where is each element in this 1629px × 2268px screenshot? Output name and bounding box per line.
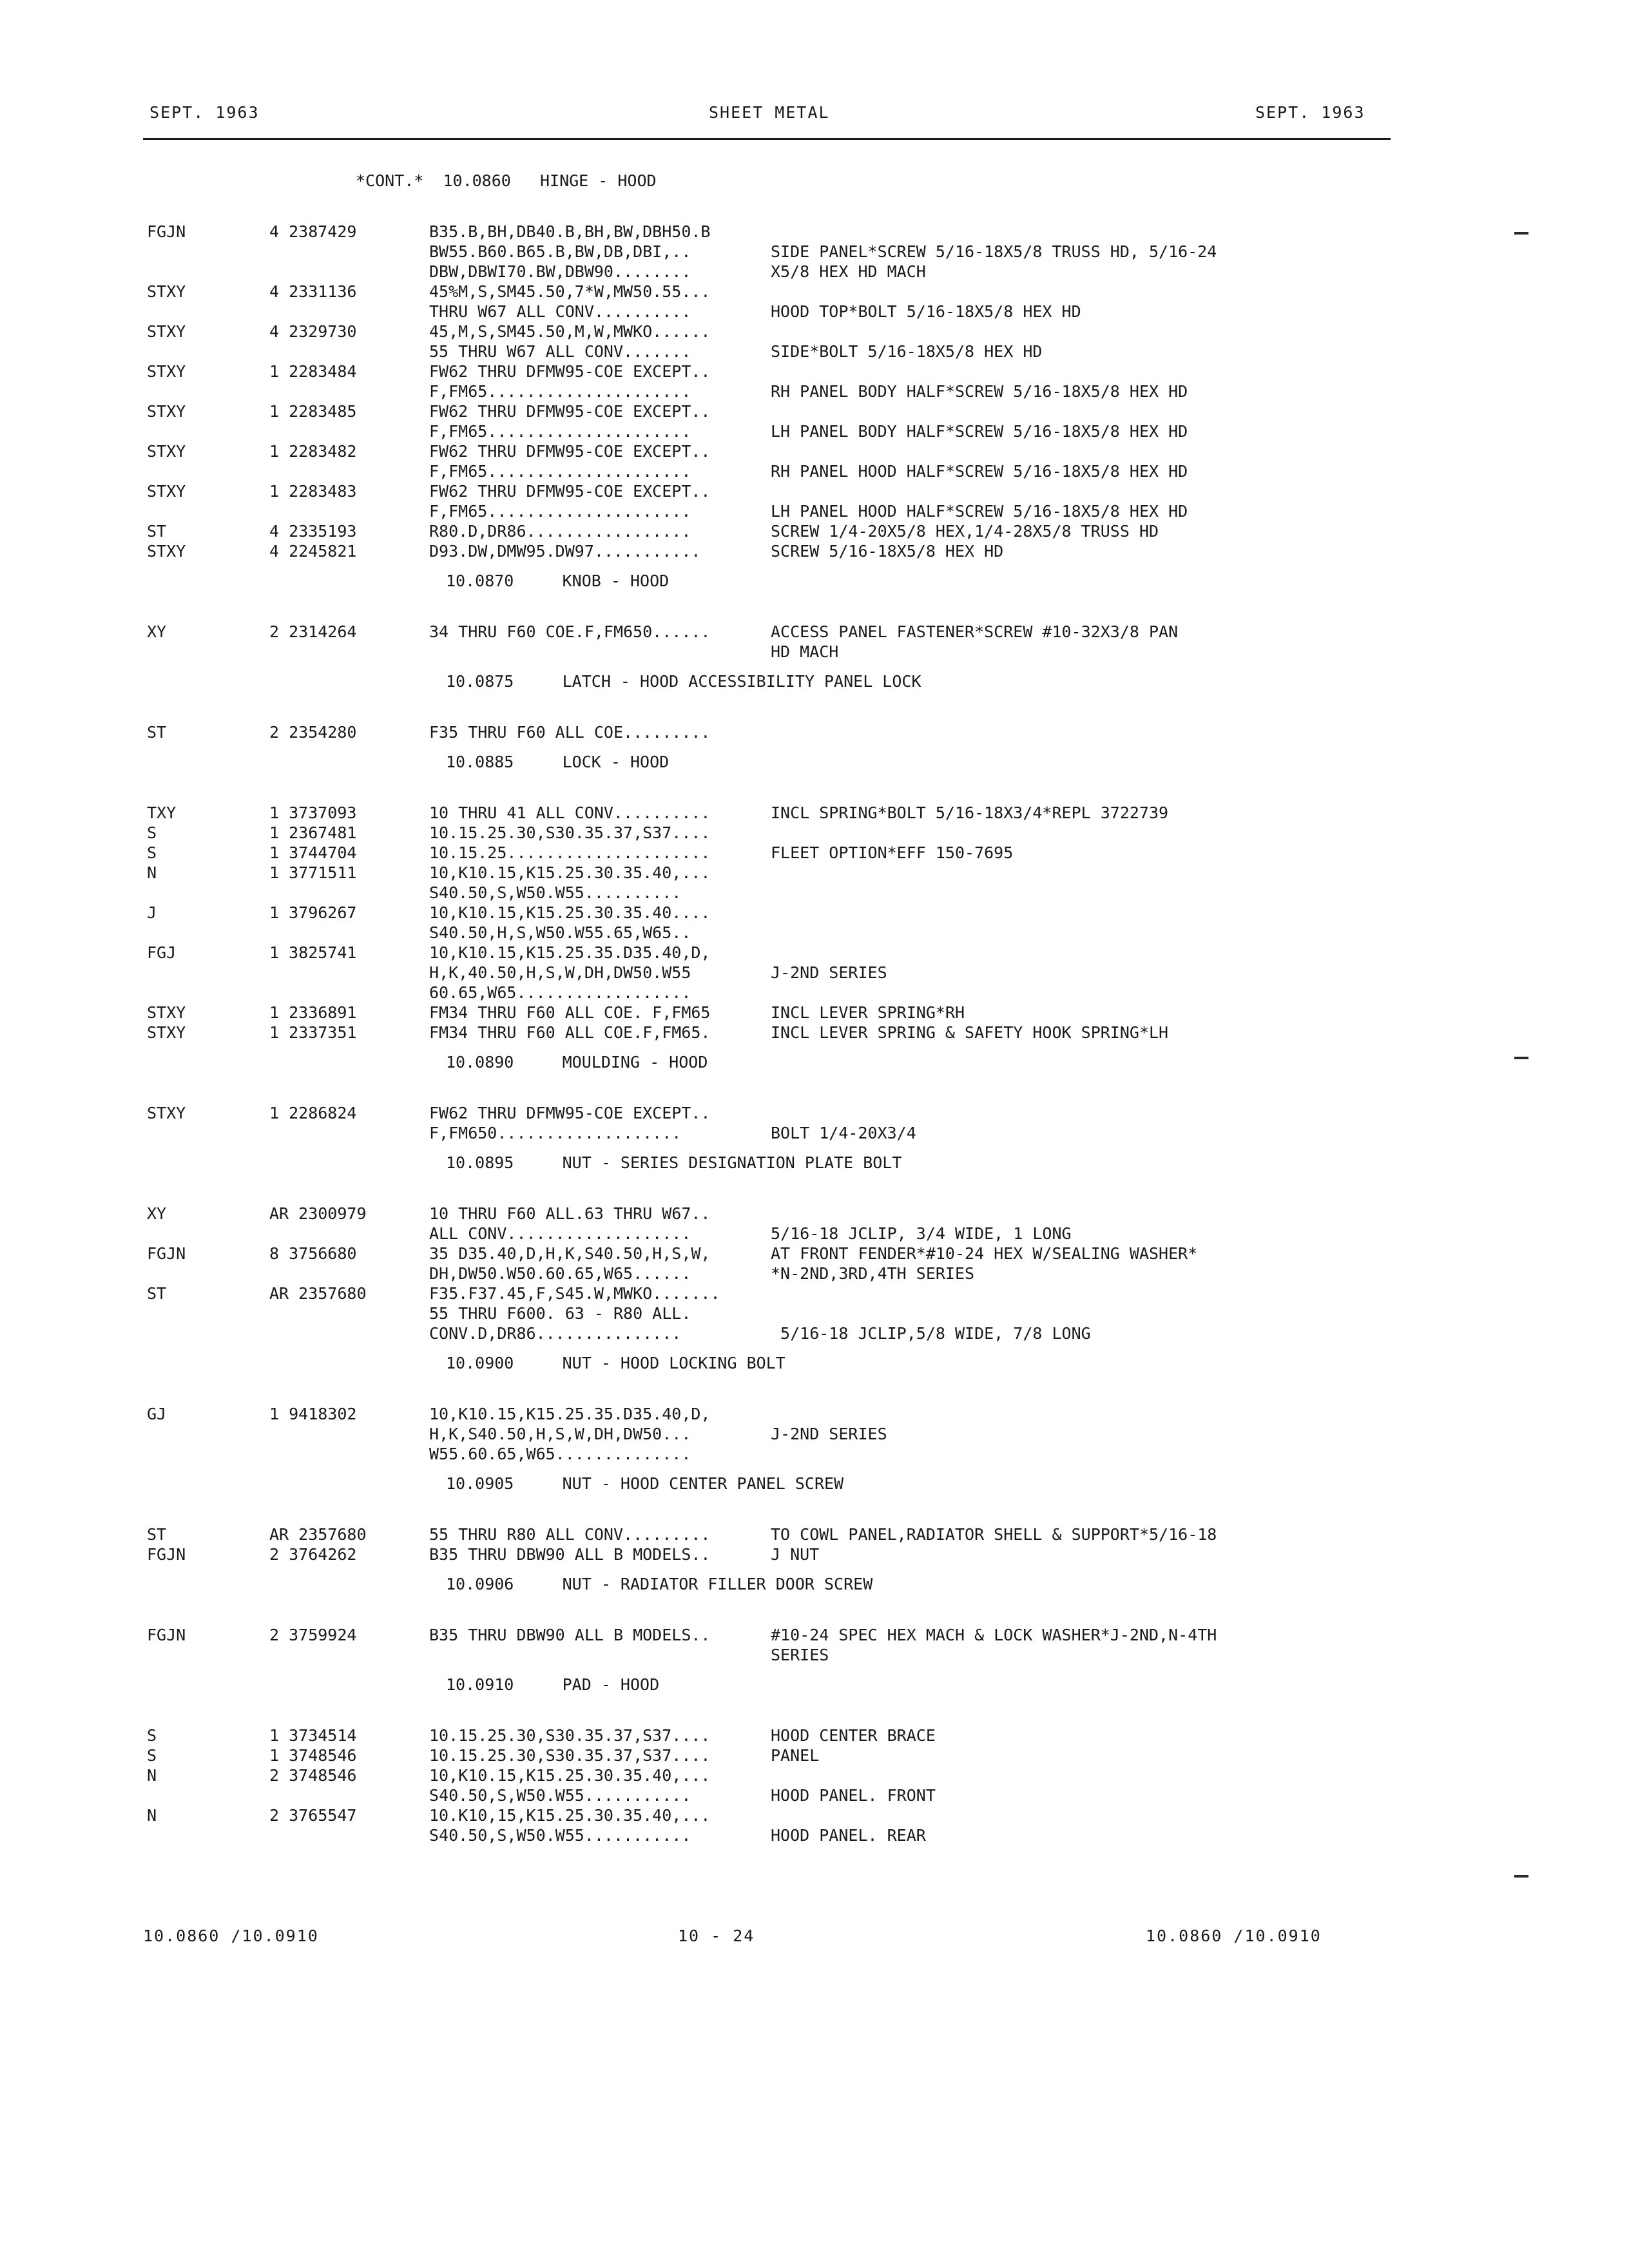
part-row xyxy=(0,863,1629,883)
part-row xyxy=(0,1745,1629,1765)
description: ACCESS PANEL FASTENER*SCREW #10-32X3/8 PAN xyxy=(771,622,1179,641)
part-row xyxy=(0,521,1629,541)
description: J-2ND SERIES xyxy=(771,1425,887,1443)
application: F,FM65..................... xyxy=(429,422,691,441)
application: B35.B,BH,DB40.B,BH,BW,DBH50.B xyxy=(429,222,711,241)
section-heading xyxy=(0,1464,1629,1504)
application: 10,K10.15,K15.25.30.35.40.... xyxy=(429,903,711,922)
description: 5/16-18 JCLIP,5/8 WIDE, 7/8 LONG xyxy=(771,1324,1091,1343)
application: 10,K10.15,K15.25.35.D35.40,D, xyxy=(429,943,711,962)
part-row xyxy=(0,1323,1629,1343)
description: J NUT xyxy=(771,1545,820,1564)
application: S40.50,S,W50.W55.......... xyxy=(429,883,682,902)
model-code: N xyxy=(147,1806,157,1825)
model-code: S xyxy=(147,1746,157,1765)
part-number: 1 9418302 xyxy=(269,1405,357,1423)
model-code: J xyxy=(147,903,157,922)
part-number: 1 3744704 xyxy=(269,843,357,862)
description: HOOD CENTER BRACE xyxy=(771,1726,936,1745)
part-number: 8 3756680 xyxy=(269,1244,357,1263)
part-number: 4 2329730 xyxy=(269,322,357,341)
part-row xyxy=(0,943,1629,963)
application: S40.50,S,W50.W55........... xyxy=(429,1826,691,1845)
part-row xyxy=(0,1544,1629,1564)
part-number: 4 2245821 xyxy=(269,542,357,561)
continued-section-heading xyxy=(0,161,1629,201)
application: F,FM65..................... xyxy=(429,502,691,521)
description: BOLT 1/4-20X3/4 xyxy=(771,1124,916,1142)
application: BW55.B60.B65.B,BW,DB,DBI,.. xyxy=(429,242,691,261)
section-heading-text: 10.0885 LOCK - HOOD xyxy=(446,753,670,771)
part-number: 1 3825741 xyxy=(269,943,357,962)
section-heading xyxy=(0,1343,1629,1383)
description: HOOD PANEL. REAR xyxy=(771,1826,926,1845)
part-row xyxy=(0,642,1629,662)
spacer xyxy=(0,601,1629,622)
application: 10.15.25.30,S30.35.37,S37.... xyxy=(429,1726,711,1745)
section-heading-text: 10.0875 LATCH - HOOD ACCESSIBILITY PANEL LOCK xyxy=(446,672,921,691)
part-row xyxy=(0,481,1629,501)
application: H,K,40.50,H,S,W,DH,DW50.W55 xyxy=(429,963,691,982)
model-code: STXY xyxy=(147,542,186,561)
description: FLEET OPTION*EFF 150-7695 xyxy=(771,843,1014,862)
part-row xyxy=(0,341,1629,361)
part-number: 2 3748546 xyxy=(269,1766,357,1785)
part-row xyxy=(0,843,1629,863)
application: S40.50,H,S,W50.W55.65,W65.. xyxy=(429,923,691,942)
application: 34 THRU F60 COE.F,FM650...... xyxy=(429,622,711,641)
description: SCREW 5/16-18X5/8 HEX HD xyxy=(771,542,1004,561)
model-code: FGJ xyxy=(147,943,177,962)
description: PANEL xyxy=(771,1746,820,1765)
application: F35 THRU F60 ALL COE......... xyxy=(429,723,711,742)
application: 10,K10.15,K15.25.30.35.40,... xyxy=(429,1766,711,1785)
section-heading-text: *CONT.* 10.0860 HINGE - HOOD xyxy=(356,171,657,190)
part-number: 1 2283484 xyxy=(269,362,357,381)
application: F,FM65..................... xyxy=(429,462,691,481)
part-number: 1 2286824 xyxy=(269,1104,357,1122)
description: RH PANEL HOOD HALF*SCREW 5/16-18X5/8 HEX HD xyxy=(771,462,1188,481)
section-heading-text: 10.0890 MOULDING - HOOD xyxy=(446,1053,708,1072)
part-row xyxy=(0,1444,1629,1464)
application: 10 THRU F60 ALL.63 THRU W67.. xyxy=(429,1204,711,1223)
model-code: TXY xyxy=(147,803,177,822)
part-row xyxy=(0,1424,1629,1444)
application: 45,M,S,SM45.50,M,W,MWKO...... xyxy=(429,322,711,341)
part-row xyxy=(0,322,1629,341)
application: S40.50,S,W50.W55........... xyxy=(429,1786,691,1805)
model-code: STXY xyxy=(147,362,186,381)
part-row xyxy=(0,282,1629,302)
part-number: 1 2337351 xyxy=(269,1023,357,1042)
description: HOOD TOP*BOLT 5/16-18X5/8 HEX HD xyxy=(771,302,1081,321)
part-row xyxy=(0,1003,1629,1023)
part-row xyxy=(0,501,1629,521)
part-row xyxy=(0,1283,1629,1303)
section-heading xyxy=(0,1665,1629,1705)
part-row xyxy=(0,1805,1629,1825)
application: D93.DW,DMW95.DW97........... xyxy=(429,542,701,561)
spacer xyxy=(0,702,1629,722)
part-row xyxy=(0,883,1629,903)
part-number: 1 3737093 xyxy=(269,803,357,822)
part-row xyxy=(0,903,1629,923)
part-number: AR 2300979 xyxy=(269,1204,367,1223)
spacer xyxy=(0,782,1629,803)
application: FW62 THRU DFMW95-COE EXCEPT.. xyxy=(429,362,711,381)
application: 10.15.25.30,S30.35.37,S37.... xyxy=(429,1746,711,1765)
section-heading-text: 10.0895 NUT - SERIES DESIGNATION PLATE BOLT xyxy=(446,1153,902,1172)
part-row xyxy=(0,1785,1629,1805)
part-row xyxy=(0,1404,1629,1424)
application: FM34 THRU F60 ALL COE.F,FM65. xyxy=(429,1023,711,1042)
part-number: 1 3734514 xyxy=(269,1726,357,1745)
application: W55.60.65,W65.............. xyxy=(429,1445,691,1463)
description: HOOD PANEL. FRONT xyxy=(771,1786,936,1805)
description: 5/16-18 JCLIP, 3/4 WIDE, 1 LONG xyxy=(771,1224,1072,1243)
part-number: 1 2283485 xyxy=(269,402,357,421)
section-heading xyxy=(0,742,1629,782)
application: FW62 THRU DFMW95-COE EXCEPT.. xyxy=(429,1104,711,1122)
section-heading-text: 10.0910 PAD - HOOD xyxy=(446,1675,660,1694)
application: FW62 THRU DFMW95-COE EXCEPT.. xyxy=(429,482,711,501)
part-number: 1 2336891 xyxy=(269,1003,357,1022)
part-row xyxy=(0,1244,1629,1264)
application: THRU W67 ALL CONV.......... xyxy=(429,302,691,321)
part-row xyxy=(0,983,1629,1003)
model-code: GJ xyxy=(147,1405,167,1423)
part-row xyxy=(0,1264,1629,1283)
application: 60.65,W65.................. xyxy=(429,983,691,1002)
part-row xyxy=(0,823,1629,843)
description: SERIES xyxy=(771,1646,829,1664)
part-row xyxy=(0,1103,1629,1123)
part-number: 1 2283482 xyxy=(269,442,357,461)
part-row xyxy=(0,421,1629,441)
scan-mark xyxy=(1514,232,1528,235)
description: RH PANEL BODY HALF*SCREW 5/16-18X5/8 HEX HD xyxy=(771,382,1188,401)
application: 10 THRU 41 ALL CONV.......... xyxy=(429,803,711,822)
section-heading xyxy=(0,1143,1629,1183)
scan-mark xyxy=(1514,1875,1528,1878)
spacer xyxy=(0,201,1629,222)
part-number: 1 2283483 xyxy=(269,482,357,501)
application: F35.F37.45,F,S45.W,MWKO....... xyxy=(429,1284,720,1303)
section-heading-text: 10.0900 NUT - HOOD LOCKING BOLT xyxy=(446,1354,786,1372)
application: 45%M,S,SM45.50,7*W,MW50.55... xyxy=(429,282,711,301)
part-row xyxy=(0,963,1629,983)
description: INCL SPRING*BOLT 5/16-18X3/4*REPL 3722739 xyxy=(771,803,1169,822)
part-row xyxy=(0,1023,1629,1043)
spacer xyxy=(0,1183,1629,1204)
section-heading xyxy=(0,1043,1629,1082)
application: FW62 THRU DFMW95-COE EXCEPT.. xyxy=(429,442,711,461)
footer-range-right: 10.0860 /10.0910 xyxy=(1146,1927,1322,1945)
section-heading-text: 10.0905 NUT - HOOD CENTER PANEL SCREW xyxy=(446,1474,844,1493)
description: INCL LEVER SPRING*RH xyxy=(771,1003,965,1022)
description: SCREW 1/4-20X5/8 HEX,1/4-28X5/8 TRUSS HD xyxy=(771,522,1159,541)
model-code: ST xyxy=(147,522,167,541)
spacer xyxy=(0,1504,1629,1524)
description: SIDE PANEL*SCREW 5/16-18X5/8 TRUSS HD, 5/16-24 xyxy=(771,242,1217,261)
application: 10.15.25.30,S30.35.37,S37.... xyxy=(429,823,711,842)
application: B35 THRU DBW90 ALL B MODELS.. xyxy=(429,1626,711,1644)
part-row xyxy=(0,622,1629,642)
part-row xyxy=(0,242,1629,262)
model-code: FGJN xyxy=(147,1545,186,1564)
application: ALL CONV................... xyxy=(429,1224,691,1243)
description: AT FRONT FENDER*#10-24 HEX W/SEALING WASHER* xyxy=(771,1244,1198,1263)
part-row xyxy=(0,1224,1629,1244)
model-code: ST xyxy=(147,1284,167,1303)
part-row xyxy=(0,401,1629,421)
part-number: 4 2387429 xyxy=(269,222,357,241)
part-number: 1 3771511 xyxy=(269,863,357,882)
model-code: FGJN xyxy=(147,1626,186,1644)
part-row xyxy=(0,381,1629,401)
header-rule xyxy=(143,138,1391,140)
part-row xyxy=(0,461,1629,481)
description: #10-24 SPEC HEX MACH & LOCK WASHER*J-2ND,N-4TH xyxy=(771,1626,1217,1644)
application: DBW,DBWI70.BW,DBW90........ xyxy=(429,262,691,281)
part-number: 2 2354280 xyxy=(269,723,357,742)
model-code: STXY xyxy=(147,322,186,341)
part-row xyxy=(0,1645,1629,1665)
description: X5/8 HEX HD MACH xyxy=(771,262,926,281)
application: R80.D,DR86................. xyxy=(429,522,691,541)
application: 10.K10,15,K15.25.30.35.40,... xyxy=(429,1806,711,1825)
application: FM34 THRU F60 ALL COE. F,FM65 xyxy=(429,1003,711,1022)
model-code: FGJN xyxy=(147,222,186,241)
description: J-2ND SERIES xyxy=(771,963,887,982)
part-number: 2 3759924 xyxy=(269,1626,357,1644)
part-row xyxy=(0,222,1629,242)
description: TO COWL PANEL,RADIATOR SHELL & SUPPORT*5/16-18 xyxy=(771,1525,1217,1544)
footer-range-left: 10.0860 /10.0910 xyxy=(143,1927,319,1945)
spacer xyxy=(0,1082,1629,1103)
application: 55 THRU R80 ALL CONV......... xyxy=(429,1525,711,1544)
model-code: S xyxy=(147,823,157,842)
part-row xyxy=(0,302,1629,322)
application: CONV.D,DR86............... xyxy=(429,1324,682,1343)
part-number: 2 2314264 xyxy=(269,622,357,641)
model-code: XY xyxy=(147,1204,167,1223)
footer-page-number: 10 - 24 xyxy=(678,1927,755,1945)
model-code: XY xyxy=(147,622,167,641)
model-code: STXY xyxy=(147,402,186,421)
part-number: 2 3765547 xyxy=(269,1806,357,1825)
part-row xyxy=(0,722,1629,742)
part-row xyxy=(0,262,1629,282)
model-code: STXY xyxy=(147,1003,186,1022)
model-code: ST xyxy=(147,723,167,742)
model-code: N xyxy=(147,863,157,882)
part-number: 2 3764262 xyxy=(269,1545,357,1564)
description: SIDE*BOLT 5/16-18X5/8 HEX HD xyxy=(771,342,1043,361)
parts-list xyxy=(0,161,1629,1845)
model-code: S xyxy=(147,1726,157,1745)
part-row xyxy=(0,1524,1629,1544)
part-row xyxy=(0,803,1629,823)
model-code: STXY xyxy=(147,282,186,301)
part-row xyxy=(0,1625,1629,1645)
model-code: STXY xyxy=(147,1023,186,1042)
spacer xyxy=(0,1604,1629,1625)
part-row xyxy=(0,1123,1629,1143)
application: 35 D35.40,D,H,K,S40.50,H,S,W, xyxy=(429,1244,711,1263)
part-number: 1 3796267 xyxy=(269,903,357,922)
header-section-title: SHEET METAL xyxy=(709,103,830,122)
application: 10,K10.15,K15.25.30.35.40,... xyxy=(429,863,711,882)
section-heading xyxy=(0,1564,1629,1604)
description: *N-2ND,3RD,4TH SERIES xyxy=(771,1264,975,1283)
application: H,K,S40.50,H,S,W,DH,DW50... xyxy=(429,1425,691,1443)
part-number: AR 2357680 xyxy=(269,1284,367,1303)
application: 10,K10.15,K15.25.35.D35.40,D, xyxy=(429,1405,711,1423)
description: INCL LEVER SPRING & SAFETY HOOK SPRING*LH xyxy=(771,1023,1169,1042)
section-heading-text: 10.0870 KNOB - HOOD xyxy=(446,572,670,590)
header-date-left: SEPT. 1963 xyxy=(149,103,260,122)
application: F,FM65..................... xyxy=(429,382,691,401)
model-code: STXY xyxy=(147,442,186,461)
spacer xyxy=(0,1705,1629,1725)
model-code: S xyxy=(147,843,157,862)
model-code: STXY xyxy=(147,1104,186,1122)
model-code: STXY xyxy=(147,482,186,501)
application: B35 THRU DBW90 ALL B MODELS.. xyxy=(429,1545,711,1564)
description: LH PANEL HOOD HALF*SCREW 5/16-18X5/8 HEX HD xyxy=(771,502,1188,521)
part-row xyxy=(0,1825,1629,1845)
application: F,FM650................... xyxy=(429,1124,682,1142)
application: 10.15.25..................... xyxy=(429,843,711,862)
part-row xyxy=(0,923,1629,943)
part-number: 4 2331136 xyxy=(269,282,357,301)
spacer xyxy=(0,1383,1629,1404)
section-heading xyxy=(0,662,1629,702)
part-number: 1 2367481 xyxy=(269,823,357,842)
part-row xyxy=(0,1765,1629,1785)
description: HD MACH xyxy=(771,642,839,661)
part-number: 1 3748546 xyxy=(269,1746,357,1765)
model-code: N xyxy=(147,1766,157,1785)
part-row xyxy=(0,441,1629,461)
scan-mark xyxy=(1514,1057,1528,1059)
part-row xyxy=(0,541,1629,561)
part-row xyxy=(0,361,1629,381)
application: FW62 THRU DFMW95-COE EXCEPT.. xyxy=(429,402,711,421)
section-heading-text: 10.0906 NUT - RADIATOR FILLER DOOR SCREW xyxy=(446,1575,873,1593)
part-row xyxy=(0,1303,1629,1323)
part-row xyxy=(0,1204,1629,1224)
application: DH,DW50.W50.60.65,W65...... xyxy=(429,1264,691,1283)
header-date-right: SEPT. 1963 xyxy=(1255,103,1365,122)
application: 55 THRU W67 ALL CONV....... xyxy=(429,342,691,361)
section-heading xyxy=(0,561,1629,601)
model-code: ST xyxy=(147,1525,167,1544)
part-row xyxy=(0,1725,1629,1745)
part-number: AR 2357680 xyxy=(269,1525,367,1544)
part-number: 4 2335193 xyxy=(269,522,357,541)
description: LH PANEL BODY HALF*SCREW 5/16-18X5/8 HEX HD xyxy=(771,422,1188,441)
model-code: FGJN xyxy=(147,1244,186,1263)
application: 55 THRU F600. 63 - R80 ALL. xyxy=(429,1304,691,1323)
